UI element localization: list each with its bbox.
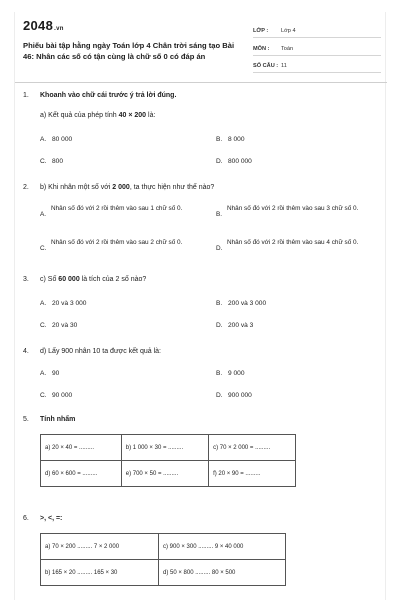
option-a[interactable]: A. 90: [40, 370, 60, 377]
table-cell[interactable]: c) 70 × 2 000 = .........: [209, 435, 296, 461]
table-cell[interactable]: b) 165 × 20 ......... 165 × 30: [41, 560, 159, 586]
info-class: LỚP : Lớp 4: [253, 24, 381, 38]
table-cell[interactable]: d) 50 × 800 ......... 80 × 500: [159, 560, 286, 586]
option-a[interactable]: A. 20 và 3 000: [40, 300, 87, 307]
question-title: d) Lấy 900 nhân 10 ta được kết quả là:: [40, 348, 161, 355]
table-cell[interactable]: d) 60 × 600 = .........: [41, 461, 122, 487]
site-logo[interactable]: 2048.vn: [23, 18, 64, 33]
option-b[interactable]: B. 8 000: [216, 136, 245, 143]
option-b[interactable]: B. 200 và 3 000: [216, 300, 267, 307]
question-title: b) Khi nhân một số với 2 000, ta thực hiện như thế nào?: [40, 184, 215, 191]
option-c[interactable]: C. 800: [40, 158, 64, 165]
question-title: c) Số 60 000 là tích của 2 số nào?: [40, 276, 147, 283]
option-d[interactable]: D. 200 và 3: [216, 322, 254, 329]
question-title: Khoanh vào chữ cái trước ý trả lời đúng.: [40, 92, 177, 99]
option-c[interactable]: C. 20 và 30: [40, 322, 78, 329]
table-cell[interactable]: f) 20 × 90 = .........: [209, 461, 296, 487]
table-cell[interactable]: e) 700 × 50 = .........: [121, 461, 208, 487]
option-b[interactable]: B. 9 000: [216, 370, 245, 377]
worksheet-page: 2048.vn Phiếu bài tập hằng ngày Toán lớp 4 Chân trời sáng tạo Bài 46: Nhân các số có tận cùng là chữ số 0 có đáp án LỚP : Lớp 4 MÔN : Toán SỐ CÂU : 11 1. Khoanh vào chữ cái trước ý trả lời đúng. a) Kết quả của phép tính 40 × 200 là: A. 80 000 B. 8 000 C. 800 D. 800 000 2. b) Khi nhân một số với 2 000, ta thực hiện như thế nào? A. Nhân số đó với 2 rồi thêm vào sau 1 chữ số 0. B. Nhân số đó với 2 rồi thêm vào sau 3 chữ số 0. C. Nhân số đó với 2 rồi thêm vào sau 2 chữ số 0. D. Nhân số đó với 2 rồi thêm vào sau 4 chữ số 0. 3. c) Số 60 000 là tích của 2 số nào? A. 20 và 3 000 B. 200 và 3 000 C. 20 và 30 D. 200 và 3 4. d) Lấy 900 nhân 10 ta được kết quả là: A. 90 B. 9 000 C. 90 000 D. 900 000 5. Tính nhẩm a) 20 × 40 = ......... b) 1 000 × 30 = ......... c) 70 × 2 000 = ......... d) 60 × 600 = ......... e) 700 × 50 = ......... f) 20 × 90 = ......... 6. >, <, =: a) 70 × 200 ......... 7 × 2 000 c) 900 × 300 ......... 9 × 40 000 b) 165 × 20 ......... 165 × 30 d) 50 × 800 ......... 80 × 500: [14, 12, 386, 600]
option-c[interactable]: C. 90 000: [40, 392, 73, 399]
info-subject: MÔN : Toán: [253, 42, 381, 56]
question-sub: a) Kết quả của phép tính 40 × 200 là:: [40, 112, 156, 119]
table-cell[interactable]: a) 20 × 40 = .........: [41, 435, 122, 461]
compare-table: [40, 533, 286, 586]
table-cell[interactable]: a) 70 × 200 ......... 7 × 2 000: [41, 534, 159, 560]
worksheet-header: [23, 18, 383, 76]
header-divider: [15, 82, 387, 83]
mental-math-table: [40, 434, 296, 487]
table-cell[interactable]: c) 900 × 300 ......... 9 × 40 000: [159, 534, 286, 560]
question-title: Tính nhẩm: [40, 416, 76, 423]
info-question-count: SỐ CÂU : 11: [253, 59, 381, 73]
option-d[interactable]: D. 900 000: [216, 392, 252, 399]
option-a[interactable]: A. 80 000: [40, 136, 73, 143]
question-title: >, <, =:: [40, 515, 63, 522]
table-cell[interactable]: b) 1 000 × 30 = .........: [121, 435, 208, 461]
option-d[interactable]: D. 800 000: [216, 158, 252, 165]
worksheet-title: Phiếu bài tập hằng ngày Toán lớp 4 Chân trời sáng tạo Bài 46: Nhân các số có tận cùng là chữ số 0 có đáp án: [23, 41, 235, 61]
